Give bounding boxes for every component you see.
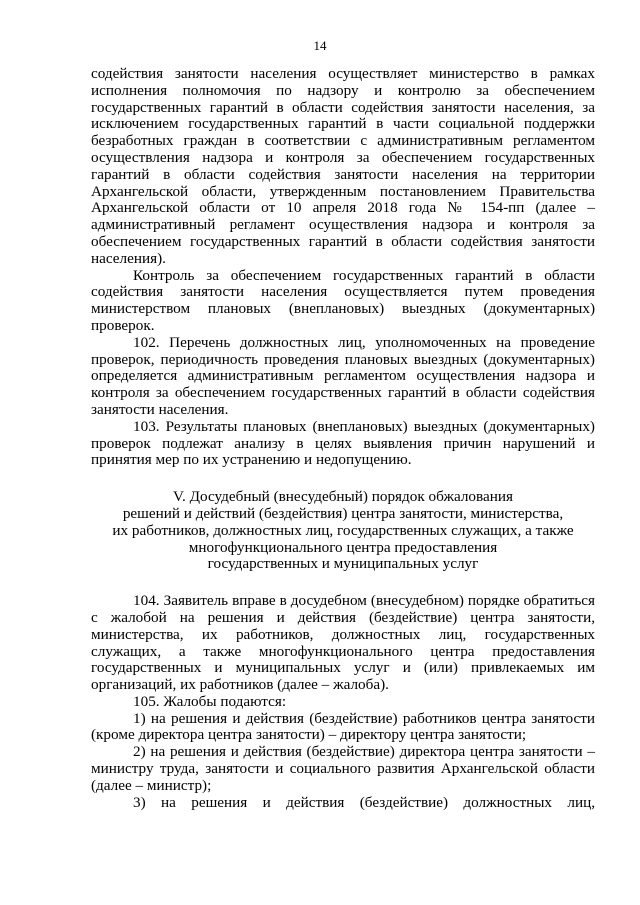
paragraphs-after — [91, 593, 595, 811]
section-heading-line: V. Досудебный (внесудебный) порядок обжалования — [173, 488, 513, 506]
paragraphs-before — [91, 66, 595, 469]
paragraph: 103. Результаты плановых (внеплановых) выездных (документарных) проверок подлежат анализу в целях выявления причин нарушений и принятия мер по их устранению и недопущению. — [91, 417, 595, 469]
paragraph: 102. Перечень должностных лиц, уполномоченных на проведение проверок, периодичность проведения плановых выездных (документарных) определяется административным регламентом осуществления надзора и контроля за обеспечением государственных гарантий в области содействия занятости населения. — [91, 333, 595, 418]
document-body — [91, 66, 595, 811]
section-heading-line: их работников, должностных лиц, государственных служащих, а также — [112, 521, 574, 539]
paragraph: 1) на решения и действия (бездействие) работников центра занятости (кроме директора центра занятости) – директору центра занятости; — [91, 709, 595, 744]
section-heading-line: решений и действий (бездействия) центра занятости, министерства, — [122, 504, 564, 522]
paragraph: 3) на решения и действия (бездействие) должностных лиц, — [133, 793, 595, 811]
paragraph: 104. Заявитель вправе в досудебном (внесудебном) порядке обратиться с жалобой на решения и действия (бездействие) центра занятости, министерства, их работников, должностных лиц, государственных служащих, а также многофункционального центра предоставления государственных и муниципальных услуг и (или) привлекаемых им организаций, их работников (далее – жалоба). — [91, 592, 595, 694]
paragraph: содействия занятости населения осуществляет министерство в рамках исполнения полномочия по надзору и контролю за обеспечением государственных гарантий в области содействия занятости населения, за исключением государственных гарантий в части социальной поддержки безработных граждан в соответствии с административным регламентом осуществления надзора и контроля за обеспечением государственных гарантий в области содействия занятости населения на территории Архангельской области, утвержденным постановлением Правительства Архангельской области от 10 апреля 2018 года № 154-пп (далее – административный регламент осуществления надзора и контроля за обеспечением государственных гарантий в области содействия занятости населения). — [91, 65, 595, 267]
paragraph: 2) на решения и действия (бездействие) директора центра занятости – министру труда, занятости и социального развития Архангельской области (далее – министр); — [91, 743, 595, 794]
section-heading — [91, 489, 595, 573]
section-heading-line: государственных и муниципальных услуг — [207, 555, 479, 573]
page-number: 14 — [313, 38, 327, 53]
section-heading-line: многофункционального центра предоставления — [188, 538, 498, 556]
paragraph: Контроль за обеспечением государственных гарантий в области содействия занятости населения осуществляется путем проведения министерством плановых (внеплановых) выездных (документарных) проверок. — [91, 266, 595, 334]
paragraph: 105. Жалобы подаются: — [133, 692, 287, 710]
